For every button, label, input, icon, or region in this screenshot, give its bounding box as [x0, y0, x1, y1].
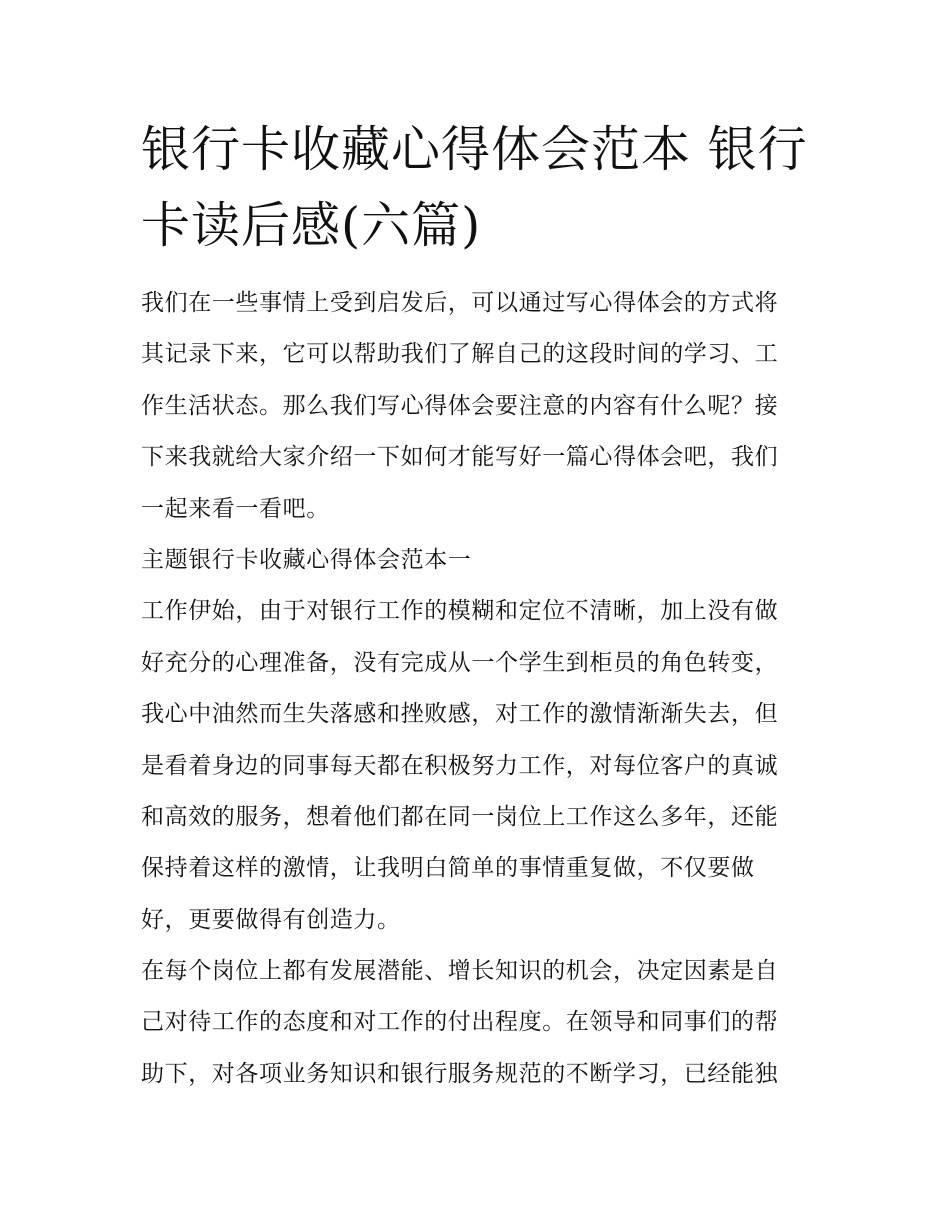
- text-line: 我们在一些事情上受到启发后，可以通过写心得体会的方式将: [141, 290, 779, 316]
- text-line: 主题银行卡收藏心得体会范本一: [141, 546, 472, 573]
- text-line: 其记录下来，它可以帮助我们了解自己的这段时间的学习、工: [141, 341, 779, 368]
- text-line: 己对待工作的态度和对工作的付出程度。在领导和同事们的帮: [141, 1009, 779, 1036]
- text-line: 我心中油然而生失落感和挫败感，对工作的激情渐渐失去，但: [141, 701, 779, 728]
- text-line: 是看着身边的同事每天都在积极努力工作，对每位客户的真诚: [141, 752, 779, 779]
- text-line: 下来我就给大家介绍一下如何才能写好一篇心得体会吧，我们: [141, 444, 779, 471]
- text-line: 好充分的心理准备，没有完成从一个学生到柜员的角色转变，: [141, 649, 779, 676]
- text-line: 保持着这样的激情，让我明白简单的事情重复做，不仅要做: [141, 855, 755, 882]
- document-title: [141, 112, 821, 264]
- text-line: 作生活状态。那么我们写心得体会要注意的内容有什么呢？接: [141, 392, 779, 419]
- body-paragraph: [141, 946, 831, 1100]
- text-line: 一起来看一看吧。: [141, 495, 330, 522]
- text-line: 助下，对各项业务知识和银行服务规范的不断学习，已经能独: [141, 1060, 779, 1087]
- text-line: 工作伊始，由于对银行工作的模糊和定位不清晰，加上没有做: [141, 598, 779, 625]
- text-line: 好，更要做得有创造力。: [141, 906, 401, 933]
- title-line: 银行卡收藏心得体会范本 银行: [141, 121, 808, 178]
- title-line: 卡读后感(六篇): [141, 197, 482, 254]
- text-line: 在每个岗位上都有发展潜能、增长知识的机会，决定因素是自: [141, 958, 779, 985]
- document-body: [141, 278, 831, 1100]
- section-heading: [141, 535, 831, 586]
- text-line: 和高效的服务，想着他们都在同一岗位上工作这么多年，还能: [141, 803, 779, 830]
- body-paragraph: [141, 586, 831, 946]
- intro-paragraph: [141, 278, 831, 535]
